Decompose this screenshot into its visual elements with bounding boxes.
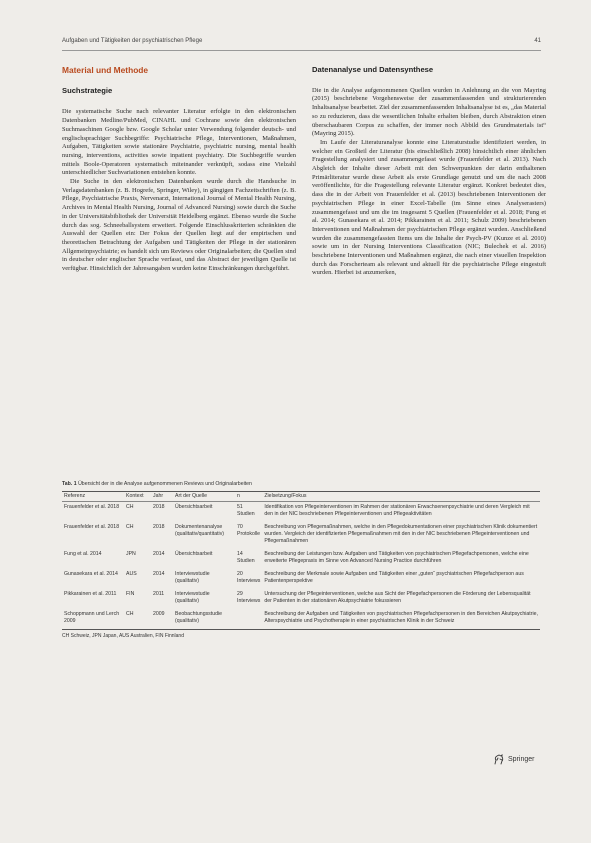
- table-row: [62, 589, 540, 609]
- paragraph: Die Suche in den elektronischen Datenbanken wurde durch die Handsuche in Verlagsdatenbanken (z. B. Hogrefe, Springer, Wiley), in gängigen Fachzeitschriften (z. B. Pflege, Psychiatrische Praxis, Nervenarzt, International Journal of Mental Health Nursing, Archives in Mental Health Nursing, Journal of Advanced Nursing) sowie durch die Suche in der Universitätsbibliothek der Universität Heidelberg ergänzt. Ebenso wurde die Suche durch das sog. Schneeballsystem erweitert. Folgende Einschlusskriterien schränkten die Auswahl der Quellen ein: Der Fokus der Quellen liegt auf der empirischen und theoretischen Betrachtung der Aufgaben und Tätigkeiten der Pflege in der stationären Allgemeinpsychiatrie; es handelt sich um Reviews oder Originalarbeiten; die Quellen sind in deutscher oder englischer Sprache verfasst, und das Abstract der jeweiligen Quelle ist verfügbar. Hinsichtlich der Jahresangaben wurden keine Einschränkungen durchgeführt.: [62, 178, 296, 273]
- table-cell: 2011: [153, 591, 165, 597]
- paragraph: Die systematische Suche nach relevanter Literatur erfolgte in den elektronischen Datenbanken Medline/PubMed, CINAHL und Cochrane sowie den elektronischen Suchmaschinen Google bzw. Google Scholar unter Verwendung folgender deutsch- und englischsprachiger Suchbegriffe: Psychiatrische Pflege, Interventionen, Maßnahmen, Aufgaben, Tätigkeiten sowie stationäre Psychiatrie, psychiatric nursing, mental health nursing, interventions, activities sowie inpatient psychiatry. Die Suchbegriffe wurden mittels Boole-Operatoren systematisch miteinander verknüpft, sodass eine Vielzahl unterschiedlicher Suchvariationen entstehen konnte.: [62, 108, 296, 177]
- column-header: Jahr: [151, 492, 173, 502]
- section-title-material-methode: Material und Methode: [62, 65, 149, 75]
- table-cell: 14 Studien: [237, 551, 255, 564]
- table-1: [62, 481, 540, 640]
- table-cell: Pikkarainen et al. 2011: [64, 591, 117, 597]
- table-caption-text: Übersicht der in die Analyse aufgenommenen Reviews und Originalarbeiten: [78, 481, 252, 487]
- table-cell: CH: [126, 524, 134, 530]
- table-caption-label: Tab. 1: [62, 481, 77, 487]
- table-cell: [235, 609, 262, 630]
- table-cell: Dokumentenanalyse (qualitativ/quantitativ): [175, 524, 225, 537]
- table-cell: AUS: [126, 571, 137, 577]
- column-header: Zielsetzung/Fokus: [262, 492, 540, 502]
- table-footnote: CH Schweiz, JPN Japan, AUS Australien, FIN Finnland: [62, 633, 184, 639]
- table-cell: 2018: [153, 504, 165, 510]
- table-cell: Untersuchung der Pflegeinterventionen, welche aus Sicht der Pflegefachpersonen die Förderung der Lebensqualität der Patienten in der stationären Akutpsychiatrie fokussieren: [264, 591, 531, 604]
- table-row: [62, 569, 540, 589]
- subsection-title-suchstrategie: Suchstrategie: [62, 85, 113, 95]
- table-cell: 2014: [153, 551, 165, 557]
- table-row: [62, 549, 540, 569]
- table-cell: CH: [126, 611, 134, 617]
- sources-table: [62, 491, 540, 630]
- table-cell: 29 Interviews: [237, 591, 261, 604]
- table-cell: 20 Interviews: [237, 571, 261, 584]
- right-column: [312, 66, 546, 278]
- table-cell: Interviewstudie (qualitativ): [175, 591, 210, 604]
- table-cell: Frauenfelder et al. 2018: [64, 524, 120, 530]
- table-row: [62, 609, 540, 630]
- table-cell: 51 Studien: [237, 504, 255, 517]
- table-cell: 2009: [153, 611, 165, 617]
- paragraph: Im Laufe der Literaturanalyse konnte eine Literaturstudie identifiziert werden, in welcher ein Großteil der Literatur (bis einschließlich 2008) hinsichtlich einer ähnlichen Fragestellung analysiert und zusammengefasst wurde (Frauenfelder et al. 2013). Nach Abgleich der Inhalte dieser Arbeit mit den Schwerpunkten der darin enthaltenen Primärliteratur wurde diese Arbeit als erste Grundlage genutzt und um die nach 2008 veröffentlichte, für die Fragestellung relevante Literatur ergänzt. Konkret bedeutet dies, dass die in der Arbeit von Frauenfelder et al. (2013) beschriebenen Interventionen der psychiatrischen Pflege in einer Excel-Tabelle (im Sinne eines Analyserasters) zusammengefasst und um die im insgesamt 5 Quellen (Frauenfelder et al. 2018; Fung et al. 2014; Gunasekara et al. 2014; Pikkarainen et al. 2011; Schulz 2009) beschriebenen Interventionen und Maßnahmen der psychiatrischen Pflege ergänzt wurden. Anschließend wurden die zusammengefassten Items um die Inhalte der Psych-PV (Kunze et al. 2010) sowie um in der Nursing Interventions Classification (NIC; Bulechek et al. 2016) beschriebene Interventionen und Maßnahmen ergänzt, die nach einer visuellen Inspektion durch das Forscherteam als relevant und aktuell für die psychiatrische Pflege eingestuft wurden. Hierbei ist anzumerken,: [312, 138, 546, 277]
- table-cell: 70 Protokolle: [237, 524, 261, 537]
- table-caption: [62, 481, 540, 488]
- column-header: n: [235, 492, 262, 502]
- subsection-title-datenanalyse: Datenanalyse und Datensynthese: [312, 65, 434, 74]
- table-cell: CH: [126, 504, 134, 510]
- running-header: [62, 38, 541, 51]
- paragraph: Die in die Analyse aufgenommenen Quellen wurden in Anlehnung an die von Mayring (2015) beschriebene Vorgehensweise der zusammenfassenden und strukturierenden Inhaltsanalyse bearbeitet. Ziel der zusammenfassenden Inhaltsanalyse ist es, „das Material so zu reduzieren, dass die wesentlichen Inhalte erhalten bleiben, durch Abstraktion einen überschaubaren Corpus zu schaffen, der immer noch Abbild des Grundmaterials ist“ (Mayring 2015).: [312, 86, 546, 138]
- column-header: Art der Quelle: [173, 492, 235, 502]
- running-title: Aufgaben und Tätigkeiten der psychiatrischen Pflege: [62, 38, 203, 44]
- table-cell: 2014: [153, 571, 165, 577]
- table-cell: Schoppmann und Lerch 2009: [64, 611, 120, 624]
- table-cell: JPN: [126, 551, 136, 557]
- table-cell: Beschreibung der Merkmale sowie Aufgaben und Tätigkeiten einer „guten“ psychiatrischen Pflegefachperson aus Patientenperspektive: [264, 571, 524, 584]
- table-row: [62, 522, 540, 549]
- column-header: Referenz: [62, 492, 124, 502]
- table-cell: Übersichtsarbeit: [175, 504, 213, 510]
- page-number: 41: [534, 38, 541, 44]
- table-cell: Übersichtsarbeit: [175, 551, 213, 557]
- table-header-row: [62, 492, 540, 502]
- table-cell: FIN: [126, 591, 135, 597]
- table-cell: Fung et al. 2014: [64, 551, 102, 557]
- publisher-logo: [493, 754, 534, 765]
- table-cell: Beschreibung von Pflegemaßnahmen, welche in den Pflegedokumentationen einer psychiatrischen Klinik dokumentiert wurden. Vergleich der identifizierten Pflegemaßnahmen mit den in der NIC beschriebenen Pflegeinterventionen und Pflegemaßnahmen: [264, 524, 538, 544]
- table-cell: Beschreibung der Aufgaben und Tätigkeiten von psychiatrischen Pflegefachpersonen in den Bereichen Akutpsychiatrie, Alterspsychiatrie und Psychotherapie in einer psychiatrischen Klinik in der Schweiz: [264, 611, 538, 624]
- column-header: Kontext: [124, 492, 151, 502]
- left-column: [62, 66, 296, 274]
- table-cell: Gunasekara et al. 2014: [64, 571, 118, 577]
- table-cell: Beobachtungsstudie (qualitativ): [175, 611, 223, 624]
- springer-horse-icon: [493, 754, 505, 765]
- table-cell: Frauenfelder et al. 2018: [64, 504, 120, 510]
- table-cell: Beschreibung der Leistungen bzw. Aufgaben und Tätigkeiten von psychiatrischen Pflegefachpersonen, welche eine erweiterte Pflegepraxis im Sinne von Advanced Nursing Practice durchführen: [264, 551, 529, 564]
- table-cell: 2018: [153, 524, 165, 530]
- publisher-name: Springer: [508, 756, 535, 763]
- table-row: [62, 502, 540, 523]
- table-cell: Interviewstudie (qualitativ): [175, 571, 210, 584]
- table-cell: Identifikation von Pflegeinterventionen im Rahmen der stationären Erwachsenenpsychiatrie und deren Vergleich mit den in der NIC beschriebenen Pflegeinterventionen und Pflegeaktivitäten: [264, 504, 530, 517]
